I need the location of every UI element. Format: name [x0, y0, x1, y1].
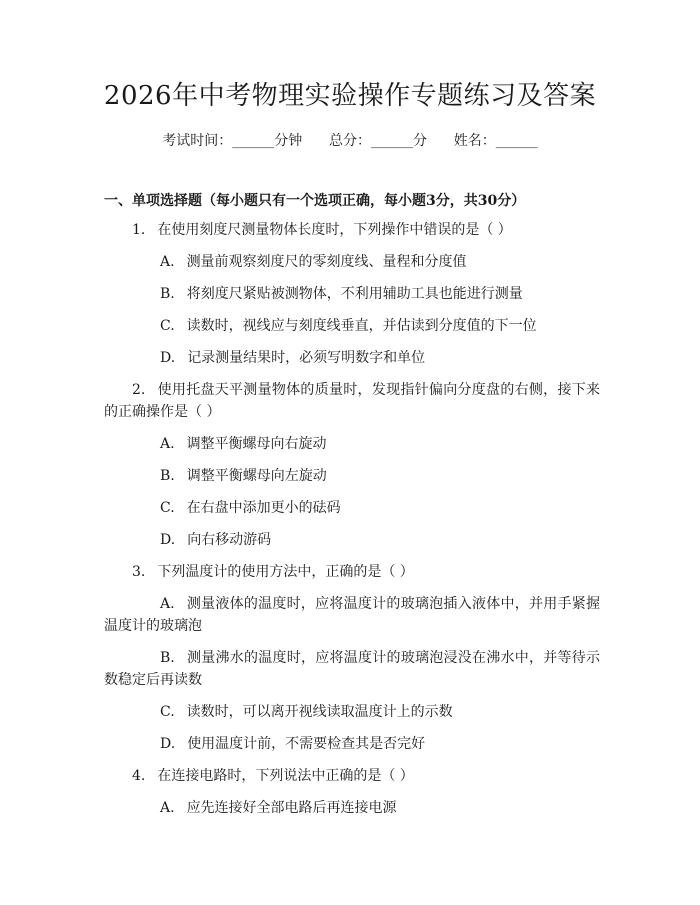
question-3-option-d [104, 733, 600, 755]
exam-info-line: 考试时间：______分钟 总分：______分 姓名：______ [162, 133, 538, 149]
question-4-option-a [104, 797, 600, 819]
option-letter: B. [160, 650, 175, 666]
document-title: 2026年中考物理实验操作专题练习及答案 [103, 81, 597, 111]
option-letter: B. [160, 286, 175, 302]
question-text: 使用托盘天平测量物体的质量时，发现指针偏向分度盘的右侧，接下来的正确操作是（ ） [104, 382, 600, 420]
option-text: 读数时，可以离开视线读取温度计上的示数 [186, 704, 453, 720]
option-text: 使用温度计前，不需要检查其是否完好 [187, 736, 426, 752]
question-1-option-d [104, 347, 600, 369]
option-letter: B. [160, 468, 175, 484]
option-text: 将刻度尺紧贴被测物体，不利用辅助工具也能进行测量 [186, 286, 523, 302]
option-letter: C. [160, 500, 175, 516]
option-letter: A. [160, 254, 175, 270]
option-text: 应先连接好全部电路后再连接电源 [186, 800, 397, 816]
option-letter: A. [160, 436, 175, 452]
option-text: 在右盘中添加更小的砝码 [186, 500, 341, 516]
question-3 [104, 561, 600, 583]
option-text: 向右移动游码 [187, 532, 272, 548]
option-letter: D. [160, 350, 176, 366]
question-1-option-c [104, 315, 600, 337]
option-letter: A. [160, 800, 175, 816]
question-1-option-b [104, 283, 600, 305]
question-text: 在连接电路时，下列说法中正确的是（ ） [157, 768, 414, 784]
question-2 [104, 379, 600, 423]
question-number: 2. [132, 382, 146, 398]
option-text: 测量前观察刻度尺的零刻度线、量程和分度值 [186, 254, 467, 270]
question-2-option-b [104, 465, 600, 487]
option-text: 读数时，视线应与刻度线垂直，并估读到分度值的下一位 [186, 318, 537, 334]
question-2-option-a [104, 433, 600, 455]
question-text: 在使用刻度尺测量物体长度时，下列操作中错误的是（ ） [157, 222, 512, 238]
option-text: 记录测量结果时，必须写明数字和单位 [187, 350, 426, 366]
question-list [104, 219, 600, 829]
option-letter: D. [160, 736, 176, 752]
option-text: 调整平衡螺母向右旋动 [186, 436, 327, 452]
option-letter: D. [160, 532, 176, 548]
option-letter: C. [160, 704, 175, 720]
question-2-option-c [104, 497, 600, 519]
option-text: 调整平衡螺母向左旋动 [186, 468, 327, 484]
question-number: 3. [132, 564, 146, 580]
question-1-option-a [104, 251, 600, 273]
question-number: 1. [132, 222, 146, 238]
question-3-option-b [104, 647, 600, 691]
question-3-option-c [104, 701, 600, 723]
section-heading: 一、单项选择题（每小题只有一个选项正确，每小题3分，共30分） [104, 193, 526, 209]
question-2-option-d [104, 529, 600, 551]
option-text: 测量液体的温度时，应将温度计的玻璃泡插入液体中，并用手紧握温度计的玻璃泡 [104, 596, 600, 634]
option-letter: A. [160, 596, 175, 612]
question-4 [104, 765, 600, 787]
question-number: 4. [132, 768, 146, 784]
option-letter: C. [160, 318, 175, 334]
option-text: 测量沸水的温度时，应将温度计的玻璃泡浸没在沸水中，并等待示数稳定后再读数 [104, 650, 600, 688]
question-1 [104, 219, 600, 241]
question-3-option-a [104, 593, 600, 637]
question-text: 下列温度计的使用方法中，正确的是（ ） [157, 564, 414, 580]
